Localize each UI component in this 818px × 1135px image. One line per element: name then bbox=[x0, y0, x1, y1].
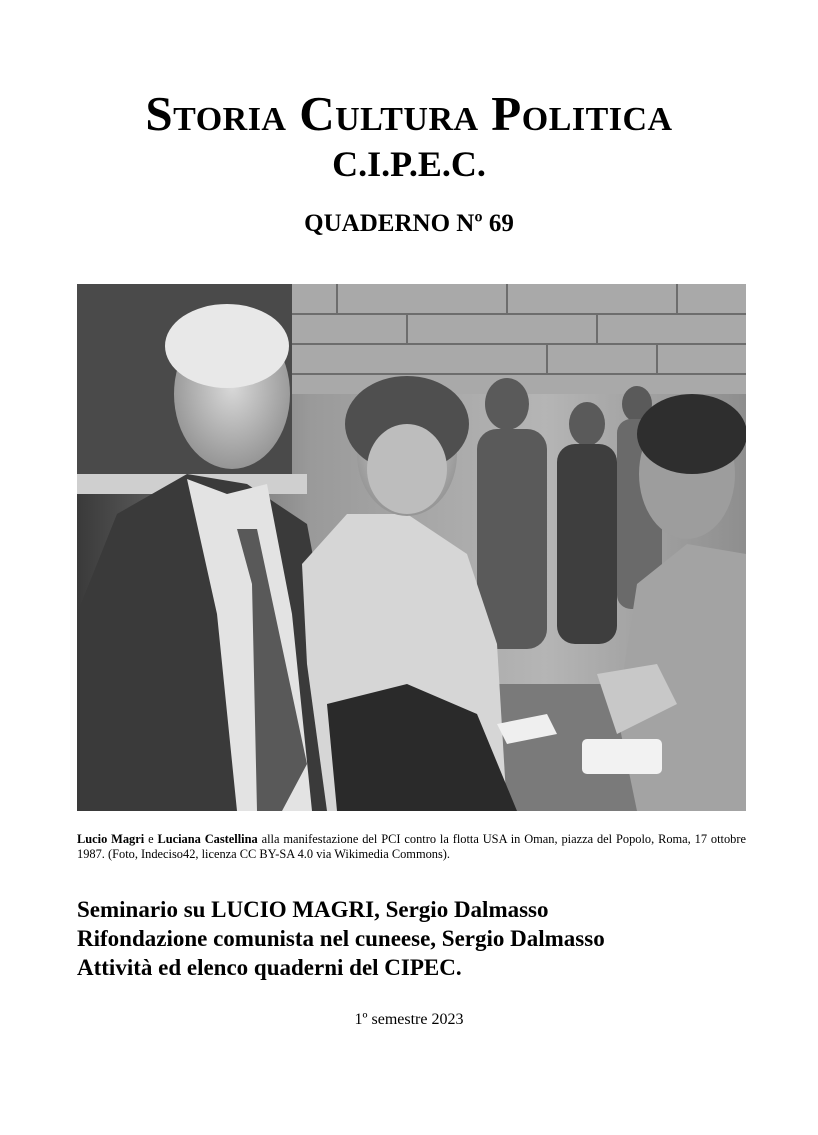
publication-date: 1º semestre 2023 bbox=[354, 1011, 464, 1028]
caption-text: alla manifestazione del PCI contro la flotta USA in Oman, piazza del Popolo, Roma, 17 ottobre 1987. (Foto, Indeciso42, licenza CC BY-SA 4.0 via Wikimedia Commons). bbox=[77, 832, 747, 861]
journal-title-text: Storia Cultura Politica bbox=[145, 86, 673, 141]
contents-list bbox=[77, 895, 777, 982]
issue-number: QUADERNO Nº 69 bbox=[304, 210, 514, 237]
contents-item: Seminario su LUCIO MAGRI, Sergio Dalmasso bbox=[77, 897, 549, 922]
caption-conjunction: e bbox=[144, 832, 158, 846]
caption-person-2: Luciana Castellina bbox=[157, 832, 258, 846]
contents-item: Rifondazione comunista nel cuneese, Sergio Dalmasso bbox=[77, 926, 605, 951]
caption-person-1: Lucio Magri bbox=[77, 832, 145, 846]
contents-item: Attività ed elenco quaderni del CIPEC. bbox=[77, 955, 462, 980]
publisher-acronym: C.I.P.E.C. bbox=[332, 144, 486, 184]
photo-caption bbox=[77, 832, 746, 862]
journal-title bbox=[0, 86, 818, 142]
cover-photo bbox=[77, 284, 746, 811]
